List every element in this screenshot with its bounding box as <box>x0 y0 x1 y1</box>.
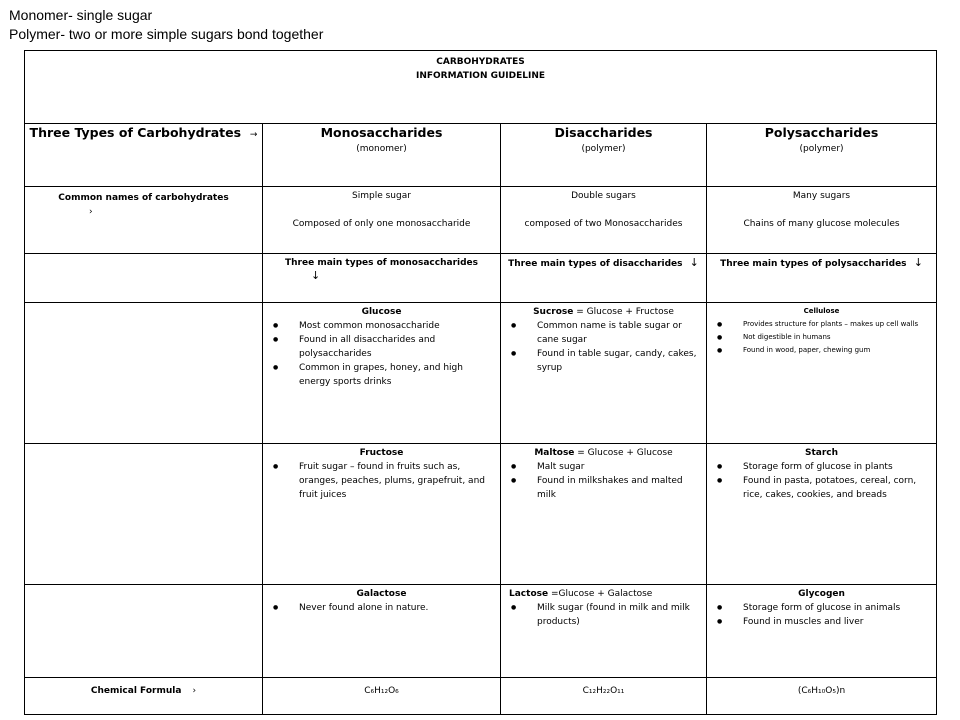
fact-list <box>509 601 698 629</box>
glycogen-cell <box>707 585 937 678</box>
common-names-row <box>25 187 937 254</box>
list-item: ● Malt sugar <box>509 460 698 474</box>
polymer-definition: Polymer- two or more simple sugars bond together <box>9 26 324 42</box>
list-item: ● Common name is table sugar or cane sugar <box>509 319 698 347</box>
formula-label-cell <box>25 678 263 715</box>
monomer-definition: Monomer- single sugar <box>9 7 153 23</box>
common-name: Many sugars <box>792 191 851 201</box>
chevron-right-icon: › <box>89 207 93 217</box>
main-types-label: Three main types of disaccharides <box>508 259 683 269</box>
main-types-di <box>501 254 707 303</box>
formula-label: Chemical Formula <box>90 686 182 696</box>
list-item: ● Most common monosaccharide <box>271 319 492 333</box>
examples-row-3 <box>25 585 937 678</box>
chevron-right-icon: › <box>192 686 197 696</box>
list-item: ● Provides structure for plants – makes up cell walls <box>715 318 928 331</box>
fructose-cell <box>263 444 501 585</box>
list-item: ● Milk sugar (found in milk and milk products) <box>509 601 698 629</box>
column-kind: (polymer) <box>799 144 844 154</box>
sugar-name: Sucrose <box>533 307 574 317</box>
column-header-di <box>501 124 707 187</box>
down-arrow-icon: ↓ <box>689 256 699 269</box>
list-item: ● Found in wood, paper, chewing gum <box>715 344 928 357</box>
fact-list <box>271 319 492 389</box>
list-item: ● Common in grapes, honey, and high energy sports drinks <box>271 361 492 389</box>
sugar-equation: =Glucose + Galactose <box>548 589 653 599</box>
column-header-mono <box>263 124 501 187</box>
fact-list <box>715 318 928 357</box>
formula-mono: C₆H₁₂O₆ <box>263 678 501 715</box>
column-name: Disaccharides <box>554 125 653 140</box>
sugar-name: Galactose <box>356 589 407 599</box>
fact-list <box>509 319 698 375</box>
fact-list <box>271 460 492 502</box>
empty-cell <box>25 303 263 444</box>
sugar-name: Cellulose <box>803 307 840 315</box>
sugar-name: Glucose <box>361 307 402 317</box>
formula-row <box>25 678 937 715</box>
types-label-cell <box>25 124 263 187</box>
list-item: ● Found in table sugar, candy, cakes, syrup <box>509 347 698 375</box>
table-title-row <box>25 51 937 124</box>
types-label: Three Types of Carbohydrates <box>29 125 242 140</box>
list-item: ● Found in pasta, potatoes, cereal, corn, rice, cakes, cookies, and breads <box>715 474 928 502</box>
common-name-mono <box>263 187 501 254</box>
fact-list <box>715 601 928 629</box>
fact-list <box>715 460 928 502</box>
fact-list <box>271 601 492 615</box>
cellulose-cell <box>707 303 937 444</box>
common-desc: Composed of only one monosaccharide <box>292 219 471 229</box>
fact-list <box>509 460 698 502</box>
common-desc: composed of two Monosaccharides <box>524 219 683 229</box>
types-row <box>25 124 937 187</box>
examples-row-1 <box>25 303 937 444</box>
list-item: ● Storage form of glucose in animals <box>715 601 928 615</box>
empty-cell <box>25 254 263 303</box>
main-types-mono <box>263 254 501 303</box>
column-name: Polysaccharides <box>764 125 879 140</box>
down-arrow-icon: ↓ <box>311 269 321 282</box>
column-kind: (monomer) <box>356 144 407 154</box>
common-name: Double sugars <box>571 191 636 201</box>
list-item: ● Found in all disaccharides and polysaccharides <box>271 333 492 361</box>
down-arrow-icon: ↓ <box>913 256 923 269</box>
galactose-cell <box>263 585 501 678</box>
formula-poly: (C₆H₁₀O₅)n <box>707 678 937 715</box>
common-desc: Chains of many glucose molecules <box>743 219 900 229</box>
sugar-name: Starch <box>804 448 839 458</box>
intro-definitions <box>9 6 323 44</box>
sugar-name: Fructose <box>359 448 404 458</box>
right-arrow-icon: → <box>249 130 258 140</box>
list-item: ● Found in milkshakes and malted milk <box>509 474 698 502</box>
list-item: ● Storage form of glucose in plants <box>715 460 928 474</box>
list-item: ● Never found alone in nature. <box>271 601 492 615</box>
carbohydrates-table <box>24 50 937 715</box>
starch-cell <box>707 444 937 585</box>
common-name: Simple sugar <box>352 191 411 201</box>
list-item: ● Fruit sugar – found in fruits such as, oranges, peaches, plums, grapefruit, and fruit juices <box>271 460 492 502</box>
column-name: Monosaccharides <box>320 125 443 140</box>
list-item: ● Not digestible in humans <box>715 331 928 344</box>
sugar-name: Glycogen <box>798 589 845 599</box>
sugar-equation: = Glucose + Fructose <box>573 307 674 317</box>
table-title <box>25 51 937 124</box>
sucrose-cell <box>501 303 707 444</box>
empty-cell <box>25 585 263 678</box>
empty-cell <box>25 444 263 585</box>
sugar-name: Lactose <box>509 589 549 599</box>
sugar-name: Maltose <box>534 448 575 458</box>
main-types-poly <box>707 254 937 303</box>
column-kind: (polymer) <box>581 144 626 154</box>
common-names-label-cell <box>25 187 263 254</box>
common-name-poly <box>707 187 937 254</box>
common-names-label: Common names of carbohydrates <box>58 193 229 203</box>
sugar-equation: = Glucose + Glucose <box>574 448 673 458</box>
list-item: ● Found in muscles and liver <box>715 615 928 629</box>
main-types-row <box>25 254 937 303</box>
main-types-label: Three main types of polysaccharides <box>720 259 907 269</box>
glucose-cell <box>263 303 501 444</box>
common-name-di <box>501 187 707 254</box>
column-header-poly <box>707 124 937 187</box>
lactose-cell <box>501 585 707 678</box>
main-types-label: Three main types of monosaccharides <box>285 258 478 268</box>
examples-row-2 <box>25 444 937 585</box>
title-line-2: INFORMATION GUIDELINE <box>415 71 546 81</box>
maltose-cell <box>501 444 707 585</box>
title-line-1: CARBOHYDRATES <box>436 57 525 67</box>
formula-di: C₁₂H₂₂O₁₁ <box>501 678 707 715</box>
